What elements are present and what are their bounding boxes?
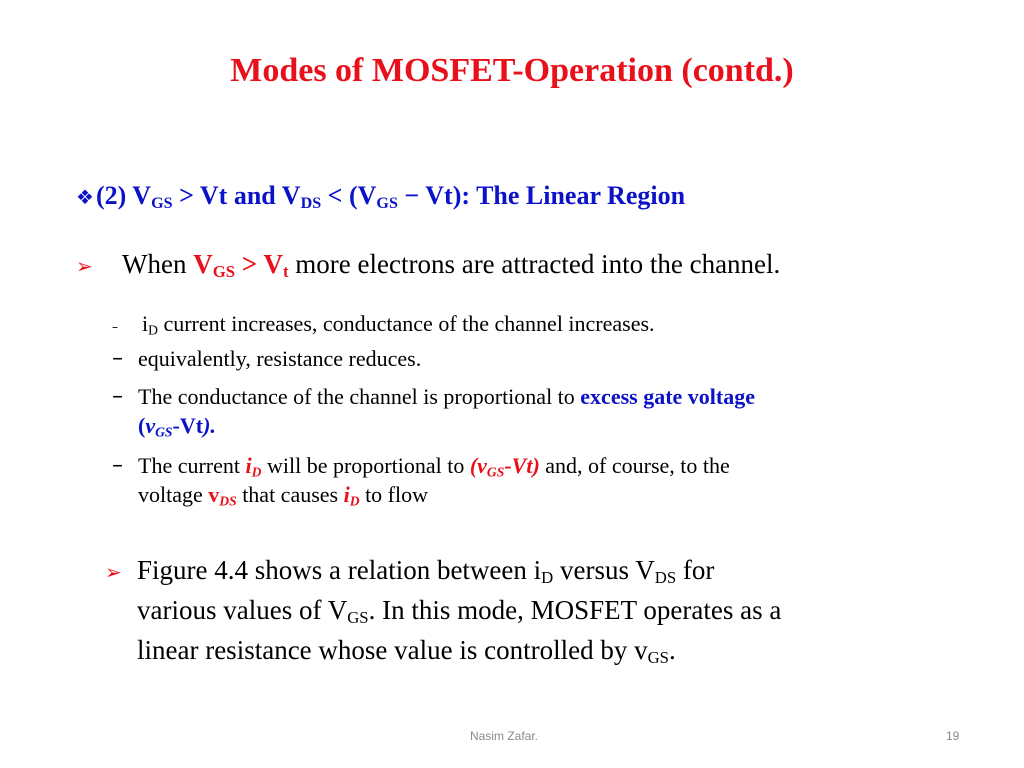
excess-gate-voltage: excess gate voltage <box>580 384 756 409</box>
section-heading: ❖(2) $V_{GS} > Vt$ and $V_{DS} < (V_{GS} - Vt)$: The Linear Region <box>76 181 686 213</box>
page-number: 19 <box>946 729 960 743</box>
arrow-bullet-icon: ➢ <box>105 560 122 584</box>
footer-author: Nasim Zafar. <box>470 729 539 743</box>
slide: Modes of MOSFET-Operation (contd.) ❖(2) $V_{GS} > Vt$ and $V_{DS} < (V_{GS} - Vt)$: The Linear Region ➢ When $V_{GS} > V_t$ more electrons are attracted into the channel. – $i_D$ current increases, conductance of the channel increases. – equivalently, resistance reduces. – The conductance of the channel is proportional to excess gate voltage $(v_{GS}-Vt)$. – The current $i_D$ will be proportional to $(v_{GS}-Vt)$ and, of course, to the voltage $v_{DS}$ that causes $i_D$ to flow ➢ Figure 4.4 shows a relation between $i_D$ versus $V_{DS}$ for various values of $V_{GS}$. In this mode, MOSFET operates as a linear resistance whose value is controlled by $v_{GS}$. Nasim Zafar. 19 <box>0 0 1024 768</box>
linear-region-label: The Linear Region <box>476 181 686 210</box>
slide-title: Modes of MOSFET-Operation (contd.) <box>230 52 794 89</box>
diamond-bullet-icon: ❖ <box>76 185 94 209</box>
arrow-bullet-icon: ➢ <box>76 254 93 278</box>
bullet-when-vgs: ➢ When $V_{GS} > V_t$ more electrons are attracted into the channel. <box>76 249 781 282</box>
